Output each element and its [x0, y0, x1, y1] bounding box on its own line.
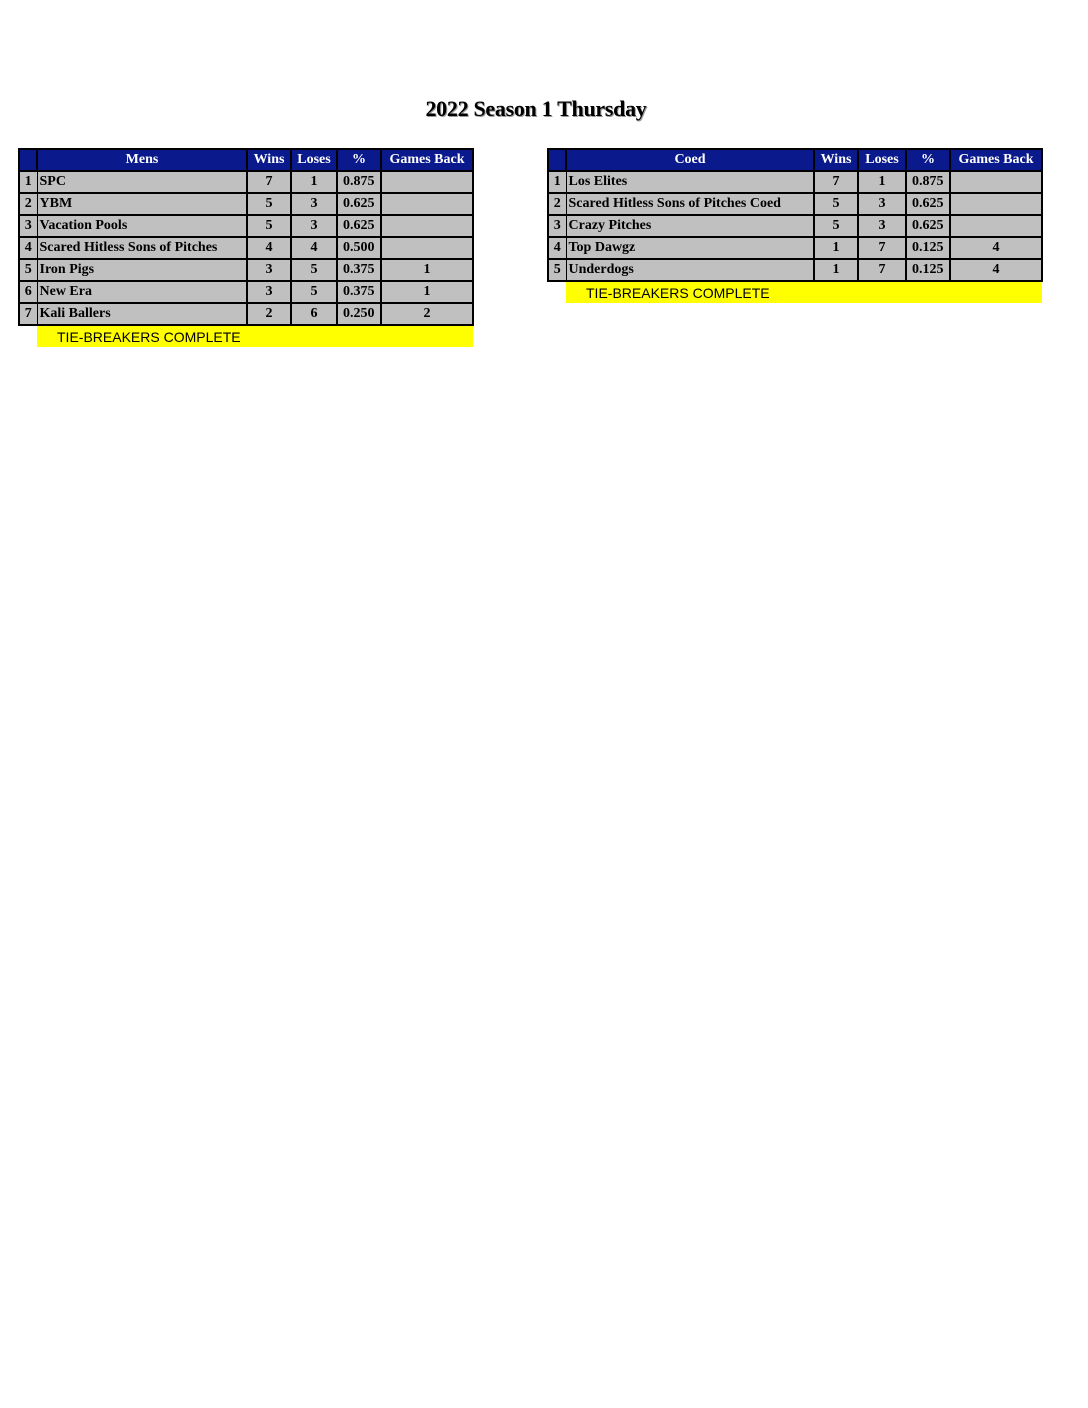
games-back-cell: 2	[381, 303, 473, 325]
table-header-row	[548, 149, 1042, 171]
team-cell: Scared Hitless Sons of Pitches	[37, 237, 247, 259]
loses-cell: 3	[291, 193, 337, 215]
pct-header: %	[337, 149, 381, 171]
team-cell: Scared Hitless Sons of Pitches Coed	[566, 193, 814, 215]
table-row	[548, 237, 1042, 259]
games-back-cell: 4	[950, 259, 1042, 281]
rank-cell: 4	[19, 237, 37, 259]
games-back-header: Games Back	[381, 149, 473, 171]
tie-breaker-row	[548, 281, 1042, 303]
games-back-cell	[950, 193, 1042, 215]
loses-header: Loses	[291, 149, 337, 171]
games-back-cell	[950, 171, 1042, 193]
loses-cell: 6	[291, 303, 337, 325]
page-title: 2022 Season 1 Thursday	[425, 96, 647, 121]
wins-cell: 5	[247, 193, 291, 215]
tie-breakers-note: TIE-BREAKERS COMPLETE	[566, 281, 1042, 303]
pct-cell: 0.875	[337, 171, 381, 193]
rank-header	[548, 149, 566, 171]
mens-standings-table	[18, 148, 474, 347]
tie-breakers-note: TIE-BREAKERS COMPLETE	[37, 325, 473, 347]
wins-cell: 5	[814, 193, 858, 215]
rank-cell: 3	[548, 215, 566, 237]
loses-cell: 1	[858, 171, 906, 193]
team-cell: Top Dawgz	[566, 237, 814, 259]
games-back-cell	[381, 215, 473, 237]
rank-header	[19, 149, 37, 171]
pct-cell: 0.375	[337, 281, 381, 303]
games-back-cell	[381, 171, 473, 193]
pct-cell: 0.625	[337, 193, 381, 215]
table-row	[548, 259, 1042, 281]
table-row	[548, 215, 1042, 237]
games-back-cell: 4	[950, 237, 1042, 259]
wins-cell: 5	[814, 215, 858, 237]
wins-cell: 4	[247, 237, 291, 259]
pct-cell: 0.625	[906, 193, 950, 215]
games-back-header: Games Back	[950, 149, 1042, 171]
wins-header: Wins	[814, 149, 858, 171]
team-cell: Underdogs	[566, 259, 814, 281]
team-cell: Vacation Pools	[37, 215, 247, 237]
wins-cell: 3	[247, 259, 291, 281]
wins-cell: 7	[247, 171, 291, 193]
table-row	[548, 193, 1042, 215]
rank-cell: 7	[19, 303, 37, 325]
table-row	[19, 237, 473, 259]
pct-cell: 0.625	[906, 215, 950, 237]
team-cell: Kali Ballers	[37, 303, 247, 325]
wins-cell: 7	[814, 171, 858, 193]
wins-header: Wins	[247, 149, 291, 171]
games-back-cell: 1	[381, 281, 473, 303]
table-row	[19, 259, 473, 281]
loses-cell: 3	[858, 215, 906, 237]
table-row	[19, 281, 473, 303]
team-cell: Crazy Pitches	[566, 215, 814, 237]
team-cell: New Era	[37, 281, 247, 303]
table-row	[548, 171, 1042, 193]
team-header: Coed	[566, 149, 814, 171]
wins-cell: 1	[814, 259, 858, 281]
games-back-cell: 1	[381, 259, 473, 281]
loses-cell: 3	[858, 193, 906, 215]
loses-cell: 4	[291, 237, 337, 259]
pct-cell: 0.500	[337, 237, 381, 259]
pct-header: %	[906, 149, 950, 171]
table-row	[19, 193, 473, 215]
table-header-row	[19, 149, 473, 171]
rank-cell: 6	[19, 281, 37, 303]
wins-cell: 3	[247, 281, 291, 303]
rank-cell: 1	[548, 171, 566, 193]
footer-spacer	[19, 325, 37, 347]
wins-cell: 2	[247, 303, 291, 325]
pct-cell: 0.125	[906, 259, 950, 281]
loses-cell: 7	[858, 259, 906, 281]
pct-cell: 0.625	[337, 215, 381, 237]
rank-cell: 4	[548, 237, 566, 259]
rank-cell: 5	[19, 259, 37, 281]
team-cell: YBM	[37, 193, 247, 215]
wins-cell: 5	[247, 215, 291, 237]
footer-spacer	[548, 281, 566, 303]
rank-cell: 1	[19, 171, 37, 193]
rank-cell: 2	[19, 193, 37, 215]
loses-cell: 5	[291, 281, 337, 303]
rank-cell: 2	[548, 193, 566, 215]
pct-cell: 0.375	[337, 259, 381, 281]
team-cell: SPC	[37, 171, 247, 193]
loses-cell: 7	[858, 237, 906, 259]
loses-cell: 3	[291, 215, 337, 237]
rank-cell: 5	[548, 259, 566, 281]
table-row	[19, 171, 473, 193]
games-back-cell	[381, 237, 473, 259]
table-row	[19, 303, 473, 325]
games-back-cell	[950, 215, 1042, 237]
games-back-cell	[381, 193, 473, 215]
loses-header: Loses	[858, 149, 906, 171]
team-cell: Iron Pigs	[37, 259, 247, 281]
pct-cell: 0.125	[906, 237, 950, 259]
coed-standings-table	[547, 148, 1043, 303]
team-header: Mens	[37, 149, 247, 171]
team-cell: Los Elites	[566, 171, 814, 193]
pct-cell: 0.250	[337, 303, 381, 325]
rank-cell: 3	[19, 215, 37, 237]
loses-cell: 5	[291, 259, 337, 281]
pct-cell: 0.875	[906, 171, 950, 193]
wins-cell: 1	[814, 237, 858, 259]
tie-breaker-row	[19, 325, 473, 347]
table-row	[19, 215, 473, 237]
loses-cell: 1	[291, 171, 337, 193]
